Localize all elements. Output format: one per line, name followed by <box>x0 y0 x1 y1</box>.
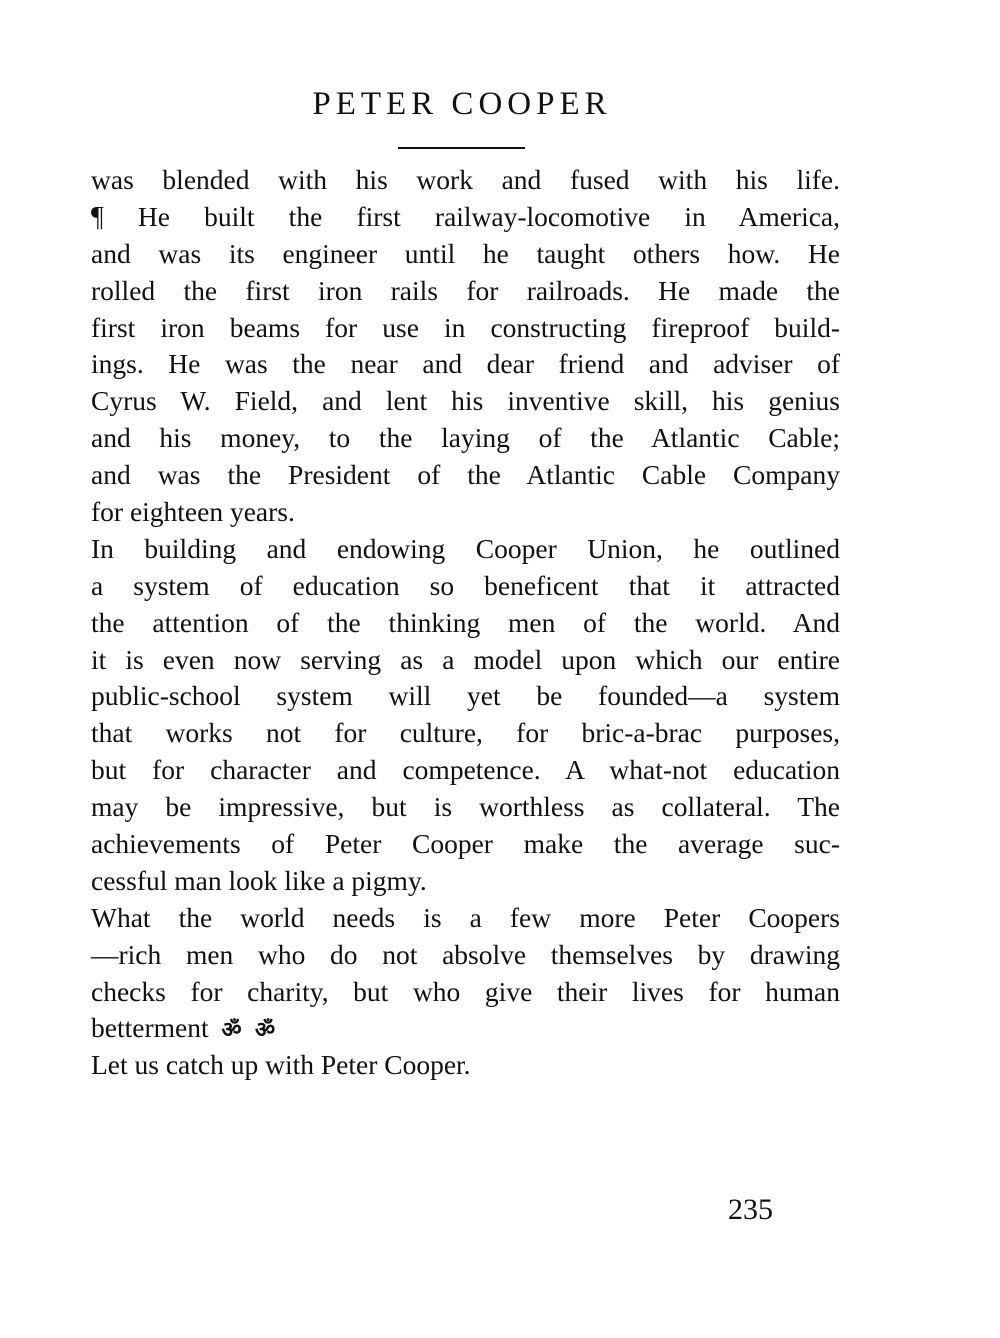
text-line: checks for charity, but who give their lives for human <box>91 975 840 1007</box>
text-line: it is even now serving as a model upon which our entire <box>91 643 840 675</box>
text-line-content: He built the first railway-locomotive in America, <box>137 200 840 232</box>
ornament-icon: ॐ ॐ <box>221 1017 280 1043</box>
text-line <box>91 199 840 236</box>
body-text <box>91 162 840 1084</box>
text-line: —rich men who do not absolve themselves by drawing <box>91 938 840 970</box>
text-line: that works not for culture, for bric-a-brac purposes, <box>91 717 840 749</box>
text-line <box>91 1010 840 1047</box>
text-line: a system of education so beneficent that it attracted <box>91 569 840 601</box>
text-line: but for character and competence. A what-not education <box>91 754 840 786</box>
text-line: public-school system will yet be founded—a system <box>91 680 840 712</box>
text-line: first iron beams for use in constructing fireproof build- <box>91 311 840 343</box>
title-rule <box>398 147 525 149</box>
text-line: In building and endowing Cooper Union, he outlined <box>91 532 840 564</box>
text-line: the attention of the thinking men of the world. And <box>91 606 840 638</box>
text-line: and was the President of the Atlantic Cable Company <box>91 459 840 491</box>
text-line: rolled the first iron rails for railroads. He made the <box>91 274 840 306</box>
text-line: achievements of Peter Cooper make the average suc- <box>91 828 840 860</box>
text-line: Cyrus W. Field, and lent his inventive skill, his genius <box>91 385 840 417</box>
text-line: was blended with his work and fused with his life. <box>91 164 840 195</box>
text-line: may be impressive, but is worthless as collateral. The <box>91 791 840 823</box>
text-line: ings. He was the near and dear friend and adviser of <box>91 348 840 380</box>
text-line-content: betterment <box>91 1012 209 1044</box>
text-line: What the world needs is a few more Peter Coopers <box>91 901 840 933</box>
text-line: and his money, to the laying of the Atlantic Cable; <box>91 422 840 454</box>
text-line: cessful man look like a pigmy. <box>91 864 427 896</box>
pilcrow-icon: ¶ <box>91 201 104 233</box>
text-line: for eighteen years. <box>91 496 295 528</box>
text-line: and was its engineer until he taught others how. He <box>91 237 840 269</box>
running-title: PETER COOPER <box>312 86 612 122</box>
page-number: 235 <box>728 1193 773 1226</box>
text-line: Let us catch up with Peter Cooper. <box>91 1049 471 1081</box>
